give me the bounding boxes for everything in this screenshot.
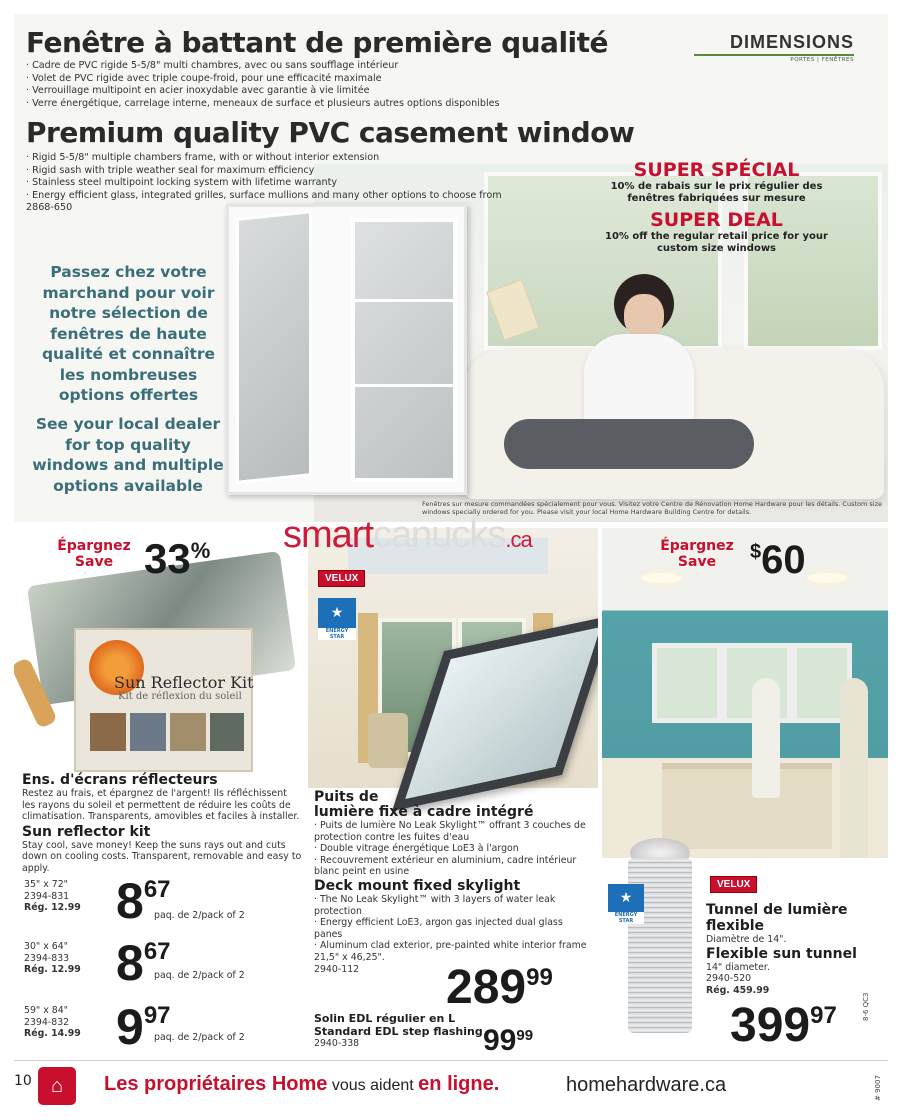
home-hardware-logo: ⌂ xyxy=(38,1067,76,1105)
tunnel-desc: Tunnel de lumière flexible Diamètre de 14". Flexible sun tunnel 14" diameter. 2940-520 Rég. 459.99 xyxy=(706,902,857,996)
super-special: SUPER SPÉCIAL 10% de rabais sur le prix régulier des fenêtres fabriquées sur mesure SUPER DEAL 10% off the regular retail price for your custom size windows xyxy=(605,159,828,254)
bullets-en: · Rigid 5-5/8" multiple chambers frame, with or without interior extension · Rigid sash with triple weather seal for maximum efficiency · Stainless steel multipoint locking system with lifetime warranty · Energy efficient glass, integrated grilles, surface mullions and many other options to choose from 2868-650 xyxy=(26,152,502,214)
box-title: Sun Reflector Kit xyxy=(114,673,254,692)
skylight-photo xyxy=(308,528,598,788)
energy-star-logo: ★ ENERGY STAR xyxy=(608,884,644,924)
sun-tunnel-product xyxy=(620,838,700,1038)
side-code: 8-6 QC3 xyxy=(862,992,870,1021)
watermark: smartcanucks.ca xyxy=(283,514,532,556)
casement-window xyxy=(226,204,466,494)
save-value: 33% xyxy=(144,535,211,582)
reflector-desc: Ens. d'écrans réflecteurs Restez au frais, et épargnez de l'argent! Ils réfléchissent les rayons du soleil et permettent de réduire les coûts de climatisation. Transparents, amovibles et faciles à installer. Sun reflector kit Stay cool, save money! Keep the suns rays out and cuts down on cooling costs. Transparent, removable and easy to apply. xyxy=(22,772,302,874)
page-number: 10 xyxy=(14,1073,32,1089)
tagline: Les propriétaires Home vous aident en ligne. xyxy=(104,1073,500,1095)
title-fr: Fenêtre à battant de première qualité xyxy=(26,26,609,59)
reflector-item: 35" x 72" 2394-831 Rég. 12.99 $8^{67}$ paq. de 2/pack of 2 xyxy=(24,873,245,929)
bullets-fr: · Cadre de PVC rigide 5-5/8" multi chambres, avec ou sans soufflage intérieur · Volet de PVC rigide avec triple coupe-froid, pour une efficacité maximale · Verrouillage multipoint en acier inoxydable avec garantie à vie limitée · Verre énergétique, carrelage interne, meneaux de surface et plusieurs autres options disponibles xyxy=(26,60,500,109)
dealer-text-fr: Passez chez votre marchand pour voir notre sélection de fenêtres de haute qualité et connaître les nombreuses options offertes xyxy=(41,263,216,404)
flashing-price: $99^{99}$ xyxy=(483,1024,534,1056)
skylight-panel xyxy=(308,528,598,1056)
kitchen-photo xyxy=(602,528,888,858)
skylight-desc: Puits de lumière fixe à cadre intégré · Puits de lumière No Leak Skylight™ offrant 3 couches de protection contre les fuites d'eau · Double vitrage énergétique LoE3 à l'argon · Recouvrement extérieur en aluminium, cadre intérieur blanc peint en usine Deck mount fixed skylight · The No Leak Skylight™ with 3 layers of water leak protection · Energy efficient LoE3, argon gas injected dual glass panes · Aluminum clad exterior, pre-painted white interior frame 21,5" x 46,25". 2940-112 xyxy=(314,789,587,975)
flashing: Solin EDL régulier en L Standard EDL step flashing 2940-338 xyxy=(314,1012,483,1049)
velux-logo: VELUX xyxy=(710,876,757,893)
tunnel-price: $399^{97}$ xyxy=(730,999,837,1052)
reflector-item: 30" x 64" 2394-833 Rég. 12.99 $8^{67}$ paq. de 2/pack of 2 xyxy=(24,935,245,991)
save-value: $60 xyxy=(750,538,806,582)
tunnel-panel: Épargnez Save $60 VELUX ★ ENERGY STAR Tunnel de lumière flexible Diamètre de 14". Flexible sun tunnel 14" diameter. 2940-520 Rég. 459.99 $399^{97}$ xyxy=(602,528,888,1056)
dealer-text-en: See your local dealer for top quality windows and multiple options available xyxy=(32,415,224,495)
reflector-item: 59" x 84" 2394-832 Rég. 14.99 $9^{97}$ paq. de 2/pack of 2 xyxy=(24,999,245,1055)
energy-star-logo: ★ ENERGY STAR xyxy=(318,598,356,640)
dimensions-logo: DIMENSIONS PORTES | FENÊTRES xyxy=(694,32,854,63)
title-en: Premium quality PVC casement window xyxy=(26,116,635,149)
website-url[interactable]: homehardware.ca xyxy=(566,1074,727,1096)
reflector-panel: Sun Reflector Kit Kit de réflexion du soleil Épargnez Save 33% Ens. d'écrans réflecteurs Restez au frais, et épargnez de l'argent! Ils réfléchissent les rayons du soleil et permettent de réduire les coûts de climatisation. Transparents, amovibles et faciles à installer. Sun reflector kit Stay cool, save money! Keep the suns rays out and cuts down on cooling costs. Transparent, removable and easy to apply. 35" x 72" 2394-831 Rég. 12.99 $8^{67}$ paq. de 2/pack of 2 30" x 64" 2394-833 Rég. 12.99 $8^{67}$ paq. de 2/pack of 2 59" x 84" 2394-832 Rég. 14.99 $9^{97}$ paq. de 2/pack of 2 xyxy=(14,528,304,1056)
skylight-price: $289^{99}$ xyxy=(446,961,553,1014)
box-subtitle: Kit de réflexion du soleil xyxy=(118,691,242,702)
hero-section xyxy=(14,14,888,522)
side-code-2: # 9007 xyxy=(874,1075,882,1101)
velux-logo: VELUX xyxy=(318,570,365,587)
footnote: Fenêtres sur mesure commandées spécialement pour vous. Visitez votre Centre de Rénovation Home Hardware pour les détails. Custom size windows specially ordered for you. Please visit your local Home Hardware Building Centre for details. xyxy=(422,500,883,516)
